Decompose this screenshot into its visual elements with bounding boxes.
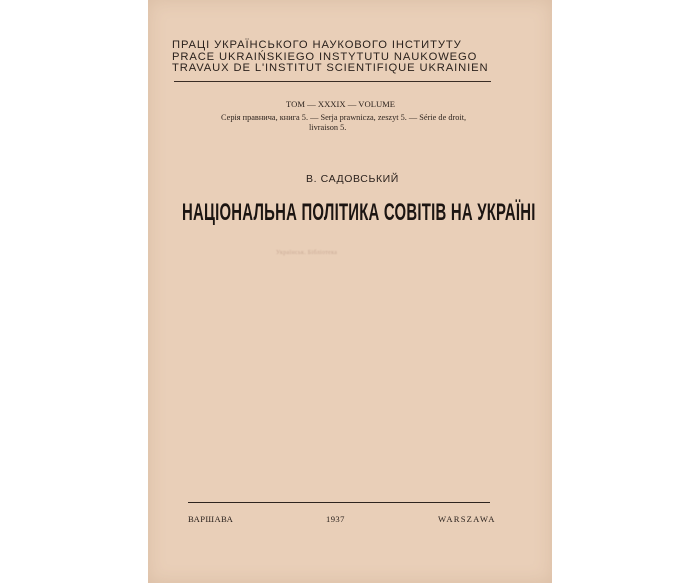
imprint-city-polish: WARSZAWA [438, 514, 496, 524]
series-line-2: livraison 5. [309, 123, 347, 132]
library-stamp: Українськ. Бібліотека [276, 250, 338, 256]
volume-line: ТОМ — XXXIX — VOLUME [286, 99, 396, 109]
institute-name-ukrainian: ПРАЦІ УКРАЇНСЬКОГО НАУКОВОГО ІНСТИТУТУ [172, 39, 462, 51]
author-name: В. САДОВСЬКИЙ [306, 173, 399, 185]
book-title: НАЦІОНАЛЬНА ПОЛІТИКА СОВІТІВ НА УКРАЇНІ [182, 199, 536, 226]
imprint-city-ukrainian: ВАРШАВА [188, 514, 234, 524]
series-line-1: Серія правнича, книга 5. — Serja prawnicza, zeszyt 5. — Série de droit, [221, 113, 467, 122]
institute-name-french: TRAVAUX DE L'INSTITUT SCIENTIFIQUE UKRAINIEN [172, 62, 489, 74]
institute-header [172, 40, 542, 75]
imprint-year: 1937 [326, 514, 345, 524]
imprint-rule [188, 502, 490, 503]
header-rule [174, 81, 491, 82]
title-page [148, 0, 552, 583]
series-info [221, 113, 481, 133]
institute-name-polish: PRACE UKRAIŃSKIEGO INSTYTUTU NAUKOWEGO [172, 50, 478, 63]
